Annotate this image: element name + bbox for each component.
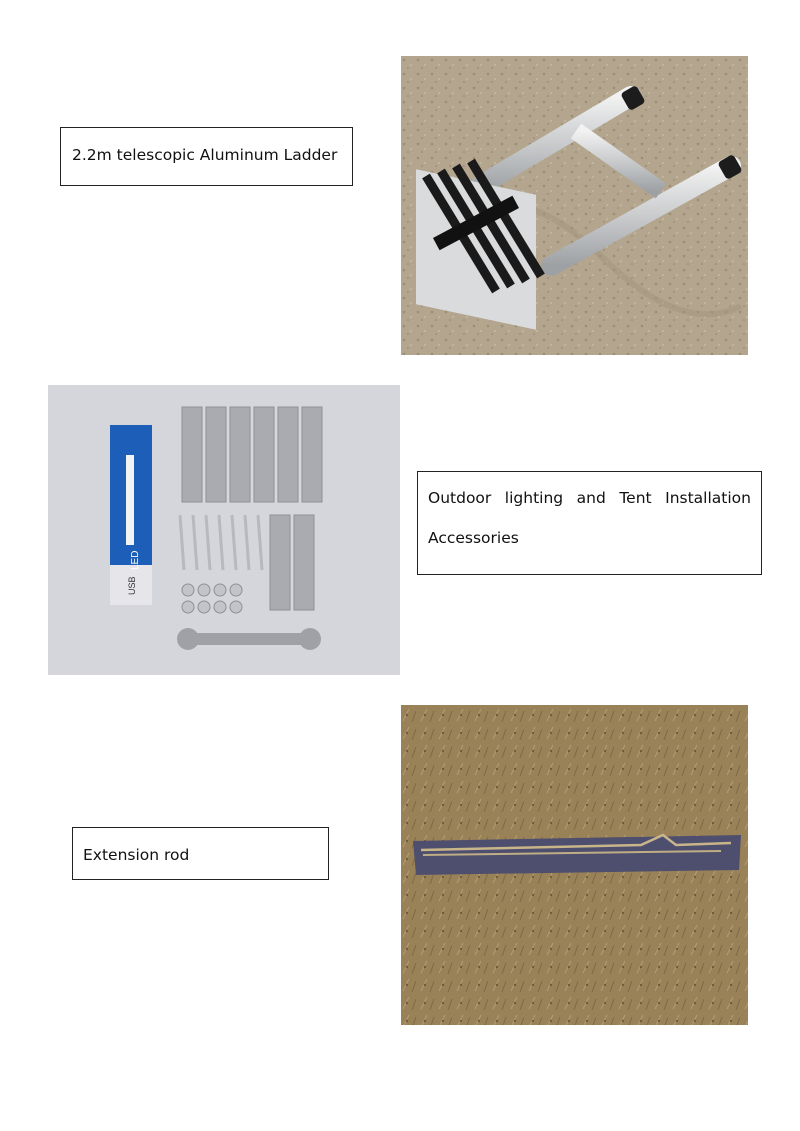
caption-box-extension-rod <box>72 827 329 880</box>
caption-word: Installation <box>665 489 751 507</box>
caption-extension-rod: Extension rod <box>83 846 190 864</box>
caption-ladder: 2.2m telescopic Aluminum Ladder <box>72 146 338 164</box>
caption-word: Outdoor <box>428 489 492 507</box>
caption-word: Tent <box>619 489 652 507</box>
caption-box-accessories <box>417 471 762 575</box>
caption-word: and <box>576 489 606 507</box>
kit-box-usb-label: USB <box>127 576 137 595</box>
extension-rod-photo <box>401 705 748 1025</box>
caption-box-ladder <box>60 127 353 186</box>
kit-box-led-label: LED <box>130 550 141 570</box>
telescopic-ladder-photo <box>401 56 748 355</box>
caption-accessories-line1 <box>428 489 751 507</box>
lighting-and-tent-accessories-photo <box>48 385 400 675</box>
caption-accessories-line2: Accessories <box>428 529 519 547</box>
caption-word: lighting <box>504 489 564 507</box>
